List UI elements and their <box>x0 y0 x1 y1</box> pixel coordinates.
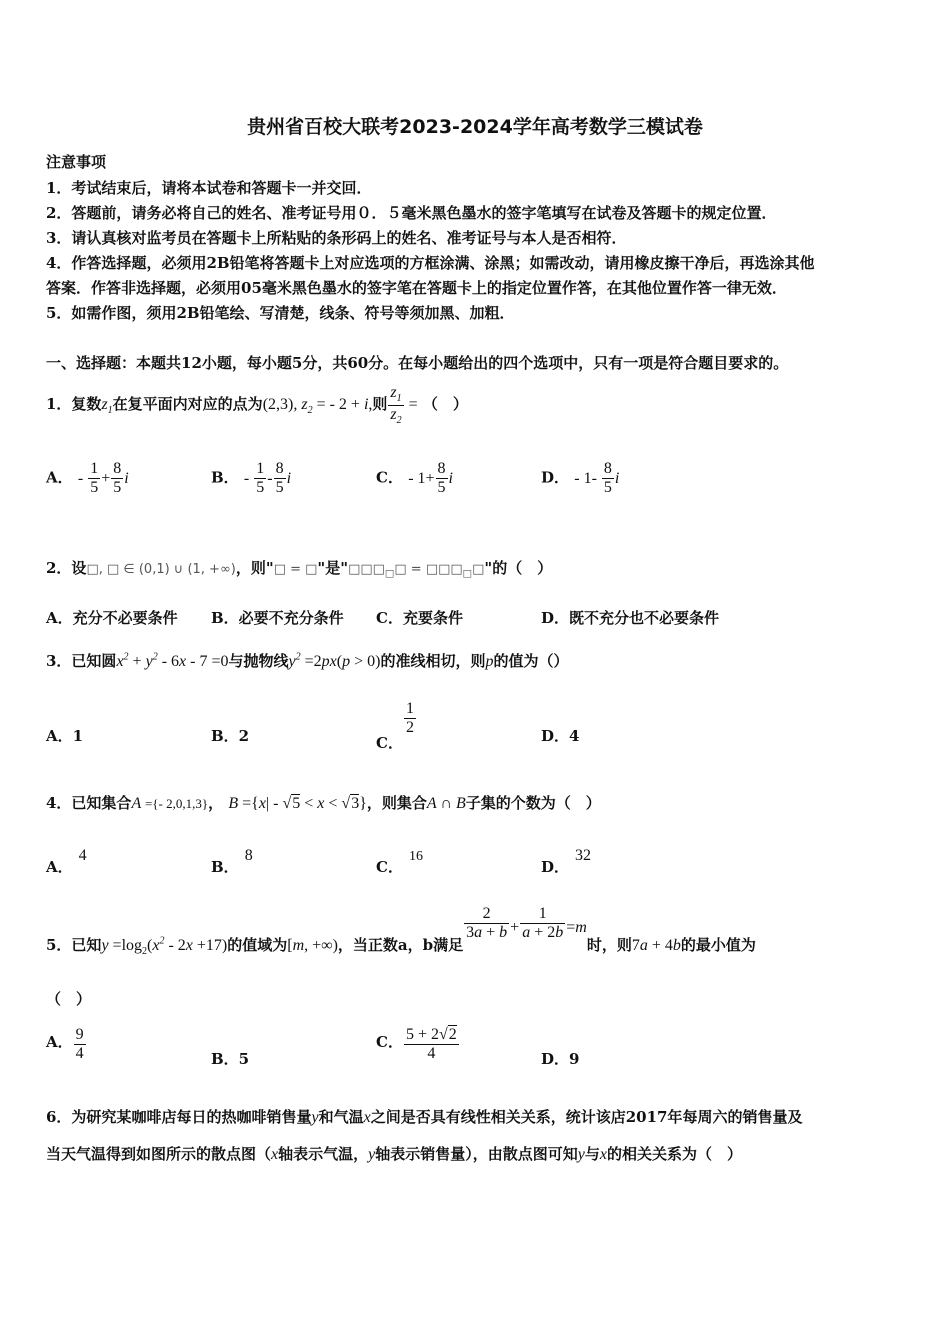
notice-heading: 注意事项 <box>46 153 107 171</box>
q1-text: 在复平面内对应的点为 <box>112 395 263 414</box>
q1-fraction: $\frac{z_1}{z_2}$ <box>390 384 402 426</box>
q2-option-d[interactable]: D．既不充分也不必要条件 <box>541 609 720 627</box>
notice-item: 5．如需作图，须用2B铅笔绘、写清楚，线条、符号等须加黑、加粗． <box>46 304 515 322</box>
q1-text-then: 则 <box>372 395 388 414</box>
section-heading: 一、选择题：本题共12小题，每小题5分，共60分。在每小题给出的四个选项中，只有一项是符合题目要求的。 <box>46 354 789 372</box>
q2-option-b[interactable]: B．必要不充分条件 <box>211 609 344 627</box>
q1-num: 1．复数 <box>46 395 102 414</box>
q4-option-c[interactable]: C．16 <box>376 849 423 876</box>
q3-option-a[interactable]: A．1 <box>46 727 84 745</box>
q5-fraction-2: $\frac{1}{a + 2b}$ <box>522 905 564 942</box>
q1-option-d[interactable]: D． - 1- $\frac{8}{5}$ i <box>541 460 620 497</box>
question-1: 1．复数$z_1$在复平面内对应的点为(2,3), $z_2$ = - 2 + i,则 $\frac{z_1}{z_2}$ = （ ） <box>46 384 468 426</box>
q3-parabola-eq: $y^2 =2px(p > 0)$ <box>288 651 381 670</box>
q5-option-a[interactable]: A． $\frac{9}{4}$ <box>46 1026 84 1063</box>
question-5: 5．已知$y =\log_2(x^2 - 2x +17)$的值域为[m, +∞)，当正数a，b满足 $\frac{2}{3a + b}$ + $\frac{1}{a + 2b}$ =m时，则7a + 4b的最小值为 <box>46 905 756 958</box>
q5-option-b[interactable]: B．5 <box>211 1050 250 1068</box>
q1-option-c[interactable]: C． - 1+ $\frac{8}{5}$ i <box>376 460 453 497</box>
q3-option-c[interactable]: C． $\frac{1}{2}$ <box>376 700 414 752</box>
q3-option-b[interactable]: B．2 <box>211 727 250 745</box>
notice-item: 4．作答选择题，必须用2B铅笔将答题卡上对应选项的方框涂满、涂黑；如需改动，请用橡皮擦干净后，再选涂其他 <box>46 254 815 272</box>
question-2: 2．设□, □ ∈ (0,1) ∪ (1, +∞)，则"□ = □"是"$□□□_□□$ = $□□□_□□$"的（ ） <box>46 559 553 580</box>
question-3: 3．已知圆$x^2 + y^2 - 6x - 7 =0$与抛物线$y^2 =2px(p > 0)$的准线相切，则p的值为（） <box>46 651 569 670</box>
q5-option-d[interactable]: D．9 <box>541 1050 580 1068</box>
q3-option-d[interactable]: D．4 <box>541 727 580 745</box>
page-title: 贵州省百校大联考2023-2024学年高考数学三模试卷 <box>247 116 703 138</box>
q1-option-b[interactable]: B． - $\frac{1}{5}$ - $\frac{8}{5}$ i <box>211 460 292 497</box>
q3-circle-eq: $x^2 + y^2 - 6x - 7 =0$ <box>116 651 229 670</box>
notice-item: 答案．作答非选择题，必须用05毫米黑色墨水的签字笔在答题卡上的指定位置作答，在其他位置作答一律无效． <box>46 279 787 297</box>
q5-function: $y =\log_2(x^2 - 2x +17)$ <box>101 935 228 958</box>
q4-option-d[interactable]: D．32 <box>541 847 592 876</box>
q4-set-b: B ={x| - √5 < x < √3} <box>228 795 367 812</box>
q1-paren: （ ） <box>422 395 468 414</box>
q4-option-a[interactable]: A．4 <box>46 847 87 876</box>
question-6-line-2: 当天气温得到如图所示的散点图（x轴表示气温，y轴表示销售量），由散点图可知y与x的相关关系为（ ） <box>46 1145 743 1163</box>
q1-option-a[interactable]: A． - $\frac{1}{5}$ + $\frac{8}{5}$ i <box>46 460 129 497</box>
q2-option-a[interactable]: A．充分不必要条件 <box>46 609 178 627</box>
q2-math-garbled: □, □ ∈ (0,1) ∪ (1, +∞) <box>86 562 236 577</box>
notice-item: 1．考试结束后，请将本试卷和答题卡一并交回． <box>46 179 372 197</box>
q4-option-b[interactable]: B．8 <box>211 847 253 876</box>
notice-item: 3．请认真核对监考员在答题卡上所粘贴的条形码上的姓名、准考证号与本人是否相符． <box>46 229 627 247</box>
question-4: 4．已知集合A ={- 2,0,1,3}， B ={x| - √5 < x < √3}，则集合A ∩ B子集的个数为（ ） <box>46 794 601 812</box>
q2-option-c[interactable]: C．充要条件 <box>376 609 463 627</box>
q4-set-a: A ={- 2,0,1,3} <box>131 795 209 812</box>
q1-math-point: (2,3), $z_2$ = - 2 + i, <box>262 396 373 417</box>
question-6-line-1: 6．为研究某咖啡店每日的热咖啡销售量y和气温x之间是否具有线性相关关系，统计该店2017年每周六的销售量及 <box>46 1108 803 1126</box>
q5-fraction-1: $\frac{2}{3a + b}$ <box>466 905 508 942</box>
q5-paren: （ ） <box>46 990 92 1008</box>
notice-item: 2．答题前，请务必将自己的姓名、准考证号用０．５毫米黑色墨水的签字笔填写在试卷及答题卡的规定位置． <box>46 204 777 222</box>
q5-option-c[interactable]: C． $\frac{5 + 2√2}{4}$ <box>376 1026 457 1063</box>
q1-math-z1: $z_1$ <box>101 396 113 417</box>
